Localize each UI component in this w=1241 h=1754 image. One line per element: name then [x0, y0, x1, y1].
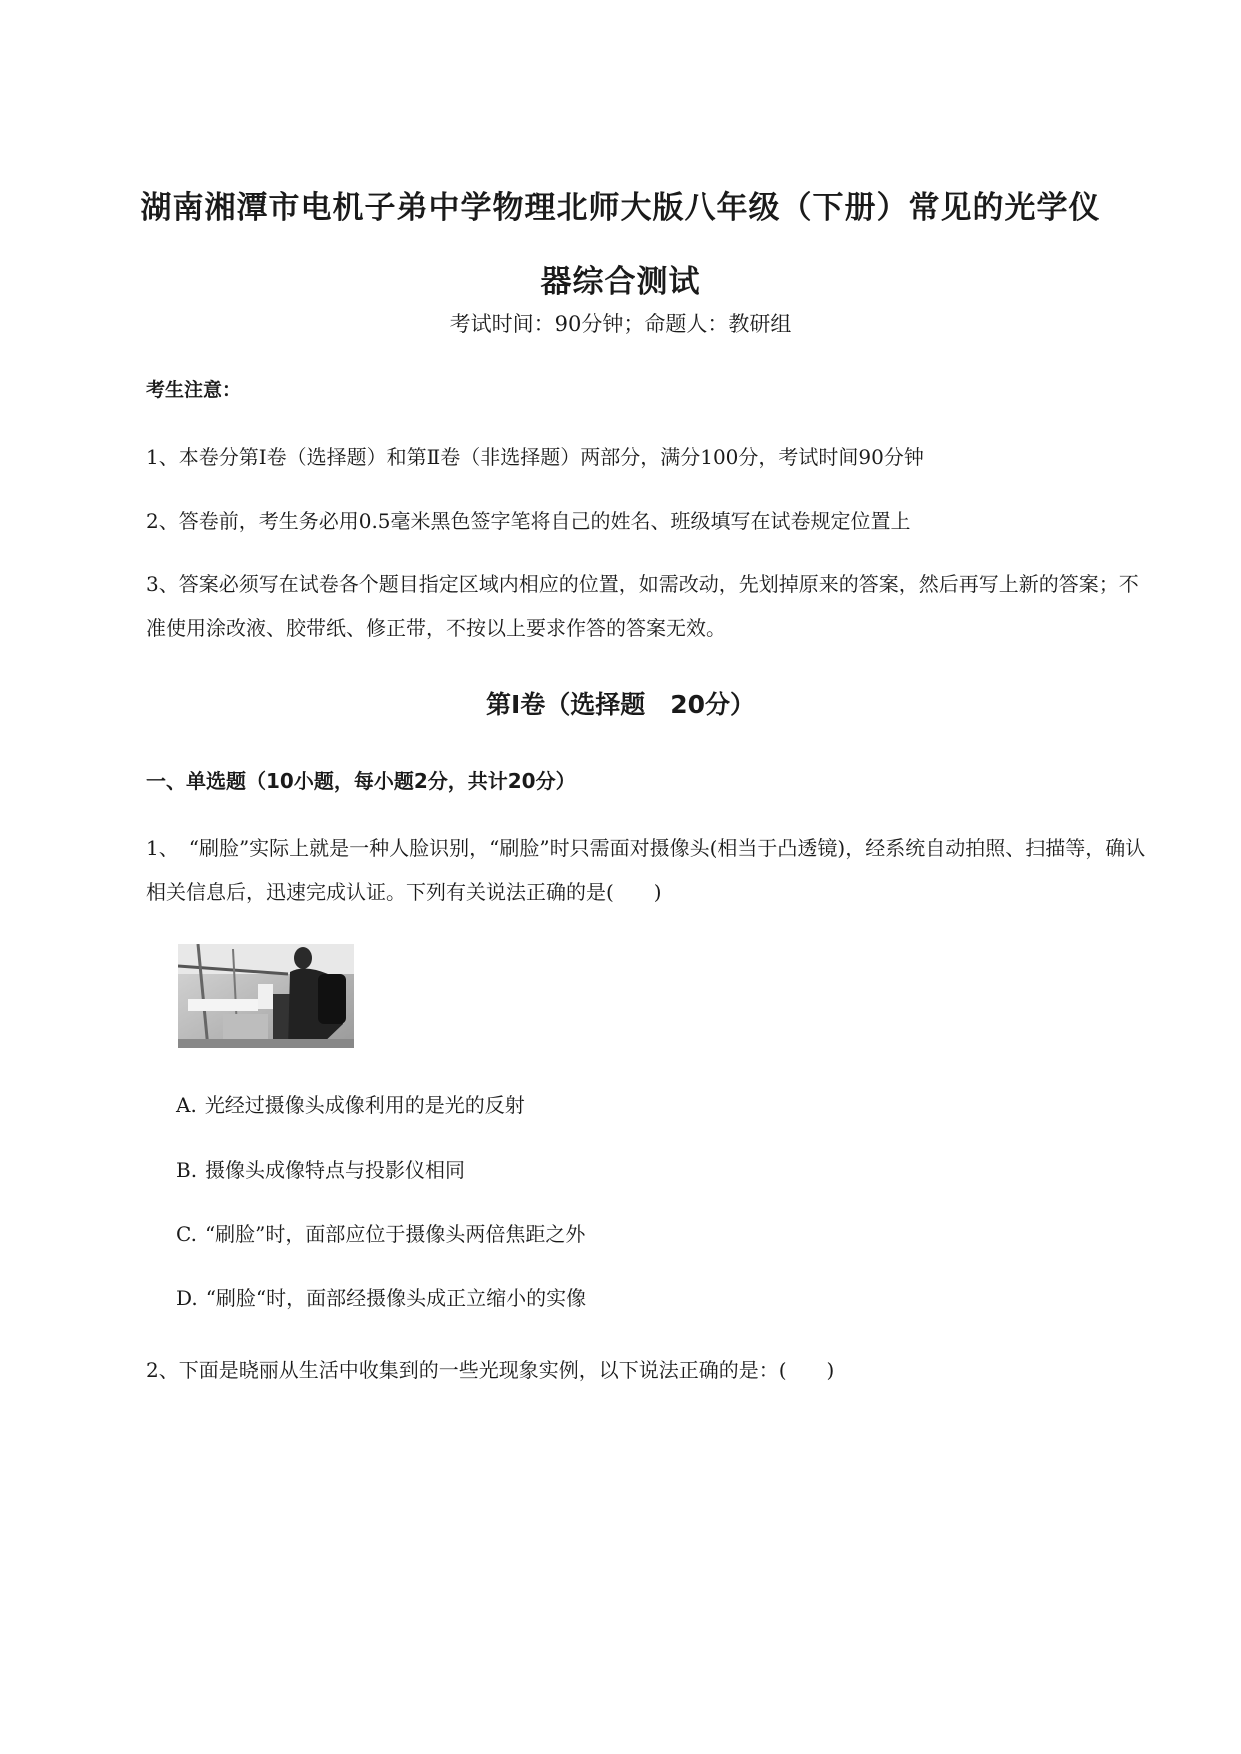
question-2-text: 2、下面是晓丽从生活中收集到的一些光现象实例，以下说法正确的是：( ) [146, 1358, 835, 1382]
option-letter: A. [176, 1093, 197, 1117]
option-letter: D. [176, 1286, 198, 1310]
option-a[interactable] [176, 1090, 525, 1120]
exam-title: 湖南湘潭市电机子弟中学物理北师大版八年级（下册）常见的光学仪器综合测试 [140, 190, 1101, 300]
option-d[interactable] [176, 1283, 586, 1313]
option-text: “刷脸“时，面部经摄像头成正立缩小的实像 [205, 1286, 587, 1310]
notice-item: 1、本卷分第Ⅰ卷（选择题）和第Ⅱ卷（非选择题）两部分，满分100分，考试时间90分钟 [146, 445, 924, 469]
section-title: 第Ⅰ卷（选择题 20分） [485, 690, 756, 719]
option-text: 光经过摄像头成像利用的是光的反射 [204, 1093, 525, 1117]
option-b[interactable] [176, 1155, 465, 1185]
notice-item: 3、答案必须写在试卷各个题目指定区域内相应的位置，如需改动，先划掉原来的答案，然后再写上新的答案；不准使用涂改液、胶带纸、修正带，不按以上要求作答的答案无效。 [146, 572, 1139, 640]
option-text: “刷脸”时，面部应位于摄像头两倍焦距之外 [204, 1222, 586, 1246]
option-text: 摄像头成像特点与投影仪相同 [205, 1158, 466, 1182]
option-letter: B. [176, 1158, 198, 1182]
notice-item: 2、答卷前，考生务必用0.5毫米黑色签字笔将自己的姓名、班级填写在试卷规定位置上 [146, 509, 911, 533]
option-letter: C. [176, 1222, 197, 1246]
face-scan-photo [178, 944, 354, 1048]
notice-heading: 考生注意： [146, 379, 242, 401]
option-c[interactable] [176, 1219, 585, 1249]
question-1-text: 1、 “刷脸”实际上就是一种人脸识别，“刷脸”时只需面对摄像头(相当于凸透镜)，经系统自动拍照、扫描等，确认相关信息后，迅速完成认证。下列有关说法正确的是( ) [146, 836, 1146, 904]
part-heading: 一、单选题（10小题，每小题2分，共计20分） [146, 769, 576, 793]
exam-subtitle: 考试时间：90分钟；命题人：教研组 [449, 312, 792, 336]
